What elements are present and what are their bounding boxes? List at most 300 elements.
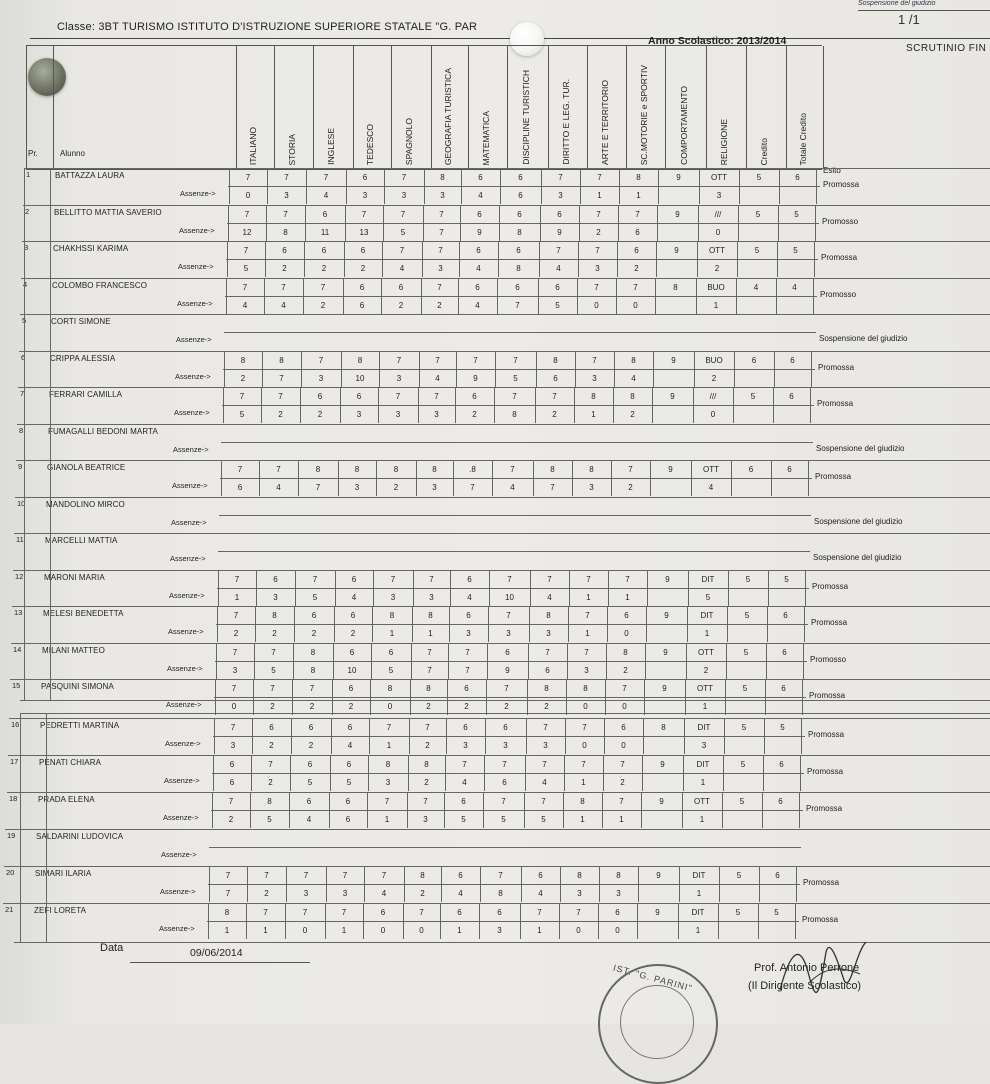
student-esito: Promossa — [812, 582, 848, 591]
subject-header-0: ITALIANO — [248, 127, 258, 165]
absence-cell — [658, 186, 699, 204]
grade-cell: 7 — [261, 387, 300, 405]
table-rule — [814, 241, 815, 277]
header-column-divider — [786, 46, 787, 169]
absence-cell: 2 — [217, 624, 255, 642]
student-name: FUMAGALLI BEDONI MARTA — [48, 427, 158, 436]
header-column-divider — [313, 46, 314, 169]
absence-cell: 0 — [363, 921, 403, 939]
absence-cell: 6 — [528, 661, 567, 679]
grade-cell: 5 — [725, 679, 765, 697]
student-name: PEDRETTI MARTINA — [40, 721, 119, 730]
grade-cell: 8 — [338, 460, 376, 478]
grade-cell: 8 — [298, 460, 338, 478]
absence-cell: 2 — [421, 296, 458, 314]
subject-header-5: GEOGRAFIA TURISTICA — [443, 68, 453, 165]
absence-cell: 2 — [247, 884, 286, 902]
grade-cell: 7 — [421, 278, 458, 296]
absence-cell: 10 — [333, 661, 371, 679]
absence-cell: 3 — [529, 624, 568, 642]
header-column-divider — [507, 46, 508, 169]
grade-cell: 7 — [484, 755, 525, 773]
absence-cell: 4 — [364, 884, 404, 902]
grade-cell: 4 — [776, 278, 813, 296]
student-esito: Promossa — [809, 691, 845, 700]
student-esito: Promosso — [820, 290, 856, 299]
grade-cell: 7 — [525, 755, 564, 773]
grade-cell: 8 — [599, 866, 638, 884]
grade-cell: 7 — [541, 168, 580, 186]
grade-cell: 8 — [527, 679, 566, 697]
absence-cell: 4 — [461, 186, 500, 204]
grade-cell: 6 — [265, 241, 304, 259]
absence-cell: 0 — [598, 921, 637, 939]
grade-cell: 7 — [411, 643, 448, 661]
assenze-label: Assenze-> — [161, 850, 197, 859]
student-number: 10 — [17, 499, 25, 508]
student-number: 9 — [18, 462, 22, 471]
absence-cell — [641, 810, 682, 828]
absence-cell: 4 — [450, 588, 489, 606]
absence-cell: 3 — [338, 478, 376, 496]
absence-cell: 4 — [525, 773, 564, 791]
subject-header-11: COMPORTAMENTO — [679, 86, 689, 165]
table-rule — [5, 829, 990, 830]
grade-cell: 9 — [638, 866, 679, 884]
absence-cell: 5 — [290, 773, 330, 791]
assenze-label: Assenze-> — [171, 518, 207, 527]
assenze-label: Assenze-> — [174, 408, 210, 417]
grade-cell: BUO — [694, 351, 734, 369]
grade-cell: 6 — [335, 570, 373, 588]
absence-cell: 1 — [574, 405, 613, 423]
absence-cell: 2 — [527, 697, 566, 715]
table-rule — [804, 606, 805, 642]
subject-header-12: RELIGIONE — [719, 119, 729, 165]
table-rule — [14, 533, 990, 534]
subject-header-9: ARTE E TERRITORIO — [600, 80, 610, 165]
absence-cell: 3 — [340, 405, 378, 423]
absence-cell: 6 — [618, 223, 657, 241]
absence-cell: 0 — [370, 697, 410, 715]
absence-cell — [652, 405, 693, 423]
absence-cell: 3 — [424, 186, 461, 204]
grade-cell: 7 — [413, 570, 450, 588]
student-esito: Promossa — [818, 363, 854, 372]
grade-cell: 7 — [215, 679, 253, 697]
grade-cell: 7 — [423, 205, 460, 223]
absence-cell — [766, 661, 803, 679]
absence-cell: 2 — [224, 369, 262, 387]
student-esito: Promossa — [817, 399, 853, 408]
absence-cell: 2 — [294, 624, 334, 642]
corner-note: Sospensione del giudizio — [858, 0, 990, 11]
grade-cell: 7 — [226, 278, 264, 296]
student-number: 13 — [14, 608, 22, 617]
assenze-label: Assenze-> — [167, 664, 203, 673]
table-rule — [17, 424, 990, 425]
grade-cell: 7 — [216, 643, 254, 661]
student-name: COLOMBO FRANCESCO — [52, 281, 147, 290]
grade-cell: 7 — [345, 205, 383, 223]
grade-cell: 7 — [559, 903, 598, 921]
grade-cell: 7 — [228, 205, 266, 223]
absence-cell — [776, 296, 813, 314]
student-number: 14 — [13, 645, 21, 654]
grade-cell: 6 — [449, 606, 488, 624]
absence-cell: 2 — [381, 296, 421, 314]
absence-cell: 6 — [213, 773, 251, 791]
absence-cell: 3 — [326, 884, 364, 902]
absence-cell: 2 — [300, 405, 340, 423]
table-rule — [805, 570, 806, 606]
absence-cell: 1 — [325, 921, 363, 939]
table-rule — [46, 713, 47, 942]
header-column-divider — [53, 46, 54, 169]
absence-cell: 2 — [261, 405, 300, 423]
absence-cell: 4 — [306, 186, 346, 204]
grade-cell: 6 — [294, 606, 334, 624]
grade-cell: 7 — [568, 606, 607, 624]
assenze-label: Assenze-> — [180, 189, 216, 198]
absence-cell: 4 — [419, 369, 456, 387]
absence-cell: 2 — [332, 697, 370, 715]
absence-cell: 0 — [559, 921, 598, 939]
student-esito: Sospensione del giudizio — [813, 553, 902, 562]
grade-cell: 7 — [577, 278, 616, 296]
grade-cell: 7 — [605, 679, 644, 697]
grade-cell: 7 — [218, 570, 256, 588]
table-rule — [15, 497, 990, 498]
grade-cell: 8 — [372, 606, 412, 624]
grade-cell: OTT — [691, 460, 731, 478]
table-rule — [20, 713, 990, 714]
grade-cell: 6 — [762, 792, 799, 810]
grade-cell: 7 — [247, 866, 286, 884]
grade-cell: 6 — [334, 606, 372, 624]
absence-cell — [718, 921, 758, 939]
absence-cell: 3 — [301, 369, 341, 387]
grade-cell: 7 — [264, 278, 303, 296]
grade-cell: 5 — [758, 903, 795, 921]
grade-cell: 7 — [306, 168, 346, 186]
grade-cell: 8 — [563, 792, 602, 810]
header-column-divider — [706, 46, 707, 169]
absence-cell: 3 — [378, 405, 418, 423]
grade-cell: 7 — [565, 718, 604, 736]
student-esito: Promossa — [815, 472, 851, 481]
absence-cell: 7 — [448, 661, 487, 679]
student-esito: Promossa — [802, 915, 838, 924]
grade-cell: 7 — [407, 792, 444, 810]
absence-cell: 2 — [265, 259, 304, 277]
class-title: Classe: 3BT TURISMO ISTITUTO D'ISTRUZIONE SUPERIORE STATALE "G. PAR — [57, 21, 477, 33]
grade-cell: 7 — [383, 205, 423, 223]
student-esito: Sospensione del giudizio — [819, 334, 908, 343]
absence-cell: 2 — [303, 296, 343, 314]
absence-cell: 5 — [250, 810, 289, 828]
grade-cell: 5 — [738, 205, 778, 223]
grade-cell: 6 — [767, 606, 804, 624]
header-column-divider — [274, 46, 275, 169]
student-name: BATTAZZA LAURA — [55, 171, 125, 180]
grade-cell: 7 — [539, 241, 578, 259]
grade-cell: 7 — [286, 866, 326, 884]
grade-cell: 7 — [301, 351, 341, 369]
grade-cell: 7 — [254, 643, 293, 661]
grade-cell: 6 — [771, 460, 808, 478]
student-name: CRIPPA ALESSIA — [50, 354, 115, 363]
absence-cell — [642, 773, 683, 791]
student-number: 17 — [10, 757, 18, 766]
absence-cell: 2 — [251, 773, 290, 791]
absence-cell: 1 — [246, 921, 285, 939]
grade-cell: 9 — [642, 755, 683, 773]
grade-cell: 7 — [246, 903, 285, 921]
assenze-label: Assenze-> — [170, 554, 206, 563]
grade-cell: 6 — [343, 278, 381, 296]
grade-cell: OTT — [685, 679, 725, 697]
student-number: 3 — [24, 243, 28, 252]
absence-cell: 6 — [343, 296, 381, 314]
absence-cell: 8 — [480, 884, 521, 902]
grade-cell: 7 — [209, 866, 247, 884]
scrutinio-title: SCRUTINIO FIN — [906, 43, 986, 54]
absence-cell — [764, 736, 801, 754]
absence-cell: 5 — [688, 588, 728, 606]
grade-cell: 6 — [371, 643, 411, 661]
grade-cell: 7 — [564, 755, 603, 773]
absence-cell: 2 — [408, 773, 445, 791]
grade-cell: 6 — [344, 241, 382, 259]
absence-cell: 0 — [605, 697, 644, 715]
grade-cell: 6 — [538, 278, 577, 296]
student-number: 16 — [11, 720, 19, 729]
absence-cell: 5 — [254, 661, 293, 679]
absence-cell: 4 — [521, 884, 560, 902]
absence-cell: 9 — [456, 369, 495, 387]
absence-cell: 3 — [407, 810, 444, 828]
absence-cell — [645, 661, 686, 679]
absence-cell: 1 — [696, 296, 736, 314]
grade-cell: 8 — [619, 168, 658, 186]
grade-cell: 7 — [618, 205, 657, 223]
corner-mark: 1 /1 — [898, 12, 920, 27]
grade-cell: 5 — [764, 718, 801, 736]
subject-header-6: MATEMATICA — [481, 111, 491, 165]
absence-cell — [728, 588, 768, 606]
grade-cell: 8 — [613, 387, 652, 405]
absence-cell: 1 — [608, 588, 647, 606]
grade-cell: 8 — [655, 278, 696, 296]
table-rule — [24, 168, 25, 700]
absence-cell: 0 — [403, 921, 440, 939]
grade-cell: 6 — [381, 278, 421, 296]
grade-cell: 6 — [487, 643, 528, 661]
grade-cell: 6 — [252, 718, 291, 736]
absence-cell: 1 — [685, 697, 725, 715]
absence-cell: 3 — [413, 588, 450, 606]
grade-cell: 7 — [603, 755, 642, 773]
grade-cell: 7 — [251, 755, 290, 773]
grade-cell: 8 — [416, 460, 453, 478]
absence-cell: 8 — [293, 661, 333, 679]
absence-cell: 3 — [541, 186, 580, 204]
grade-cell: 8 — [412, 606, 449, 624]
absence-cell — [739, 186, 779, 204]
student-number: 4 — [23, 280, 27, 289]
absence-cell — [767, 624, 804, 642]
absence-cell: 3 — [599, 884, 638, 902]
absence-cell: 3 — [373, 588, 413, 606]
absence-cell: 5 — [444, 810, 483, 828]
grade-cell: 8 — [572, 460, 611, 478]
absence-cell: 2 — [611, 478, 650, 496]
absence-cell: 2 — [376, 478, 416, 496]
assenze-label: Assenze-> — [173, 445, 209, 454]
absence-cell: 4 — [264, 296, 303, 314]
grade-cell: 6 — [363, 903, 403, 921]
absence-cell: 2 — [252, 736, 291, 754]
absence-cell: 2 — [255, 624, 294, 642]
absence-cell: 0 — [566, 697, 605, 715]
absence-cell: 0 — [616, 296, 655, 314]
assenze-label: Assenze-> — [172, 481, 208, 490]
subject-header — [26, 45, 822, 170]
absence-cell — [650, 478, 691, 496]
grade-cell: 9 — [656, 241, 697, 259]
grade-cell: 6 — [346, 168, 384, 186]
grade-cell: 8 — [255, 606, 294, 624]
grade-cell: 8 — [376, 460, 416, 478]
absence-cell — [726, 661, 766, 679]
absence-cell: 11 — [305, 223, 345, 241]
grade-cell: 7 — [535, 387, 574, 405]
absence-cell — [657, 223, 698, 241]
absence-cell — [719, 884, 759, 902]
grade-cell: 6 — [331, 718, 369, 736]
absence-cell: 3 — [446, 736, 485, 754]
date-label: Data — [100, 942, 123, 954]
assenze-label: Assenze-> — [178, 262, 214, 271]
grade-cell: 7 — [445, 755, 484, 773]
grade-cell: 7 — [382, 241, 422, 259]
student-name: PENATI CHIARA — [39, 758, 101, 767]
subject-header-7: DISCIPLINE TURISTICH — [521, 70, 531, 165]
student-esito: Promossa — [806, 804, 842, 813]
absence-cell — [759, 884, 796, 902]
header-column-divider — [665, 46, 666, 169]
subject-header-2: INGLESE — [326, 128, 336, 165]
table-rule — [811, 351, 812, 387]
absence-cell: 13 — [345, 223, 383, 241]
absence-cell: 4 — [289, 810, 329, 828]
header-column-divider — [236, 46, 237, 169]
grade-cell: 7 — [480, 866, 521, 884]
grade-cell: 6 — [607, 606, 646, 624]
grade-cell: 7 — [486, 679, 527, 697]
student-number: 21 — [5, 905, 13, 914]
grade-cell: 7 — [569, 570, 608, 588]
student-name: PRADA ELENA — [38, 795, 95, 804]
absence-cell: 3 — [479, 921, 520, 939]
grade-cell: 8 — [208, 903, 246, 921]
grade-cell: 7 — [575, 351, 614, 369]
absence-cell: 3 — [578, 259, 617, 277]
absence-cell: 3 — [488, 624, 529, 642]
absence-cell: 12 — [228, 223, 266, 241]
table-rule — [815, 205, 816, 241]
assenze-label: Assenze-> — [177, 299, 213, 308]
grade-cell: 8 — [410, 679, 447, 697]
absence-cell: 4 — [530, 588, 569, 606]
grade-cell: 6 — [291, 718, 331, 736]
grade-cell: 7 — [409, 718, 446, 736]
absence-cell: 2 — [212, 810, 250, 828]
grade-cell: 7 — [384, 168, 424, 186]
grade-cell: 6 — [734, 351, 774, 369]
grade-cell: 6 — [499, 205, 540, 223]
absence-cell: 4 — [335, 588, 373, 606]
absence-cell: 1 — [580, 186, 619, 204]
grade-cell: .8 — [453, 460, 492, 478]
absence-cell: 8 — [499, 223, 540, 241]
absence-cell: 8 — [266, 223, 305, 241]
subject-header-13: Credito — [759, 138, 769, 165]
absence-cell: 2 — [697, 259, 737, 277]
absence-cell — [777, 259, 814, 277]
grade-cell: 6 — [765, 679, 802, 697]
subject-header-4: SPAGNOLO — [404, 118, 414, 165]
table-rule — [224, 332, 816, 333]
absence-cell — [656, 259, 697, 277]
grade-cell: 6 — [604, 718, 643, 736]
grade-cell: 5 — [718, 903, 758, 921]
grade-cell: 6 — [441, 866, 480, 884]
absence-cell: 6 — [484, 773, 525, 791]
grade-cell: 6 — [340, 387, 378, 405]
absence-cell: 3 — [216, 661, 254, 679]
absence-cell: 2 — [686, 661, 726, 679]
absence-cell — [737, 259, 777, 277]
grade-cell: 7 — [266, 205, 305, 223]
principal-role: (Il Dirigente Scolastico) — [748, 980, 861, 992]
student-name: MELESI BENEDETTA — [43, 609, 124, 618]
grade-cell: 7 — [526, 718, 565, 736]
absence-cell: 1 — [568, 624, 607, 642]
header-column-divider — [391, 46, 392, 169]
absence-cell: 1 — [564, 773, 603, 791]
stamp-text: IST. "G. PARINI" — [612, 963, 694, 994]
grade-cell: 7 — [608, 570, 647, 588]
grade-cell: 7 — [520, 903, 559, 921]
grade-cell: 5 — [737, 241, 777, 259]
absence-cell — [638, 884, 679, 902]
grade-cell: 8 — [560, 866, 599, 884]
grade-cell: 7 — [419, 351, 456, 369]
grade-cell: 7 — [422, 241, 459, 259]
absence-cell — [773, 405, 810, 423]
grade-cell: 9 — [647, 570, 688, 588]
grade-cell: 6 — [461, 168, 500, 186]
absence-cell: 8 — [494, 405, 535, 423]
absence-cell: 10 — [341, 369, 379, 387]
absence-cell: 5 — [495, 369, 536, 387]
table-rule — [802, 679, 803, 715]
absence-cell: 2 — [535, 405, 574, 423]
grade-cell: 5 — [778, 205, 815, 223]
student-number: 20 — [6, 868, 14, 877]
